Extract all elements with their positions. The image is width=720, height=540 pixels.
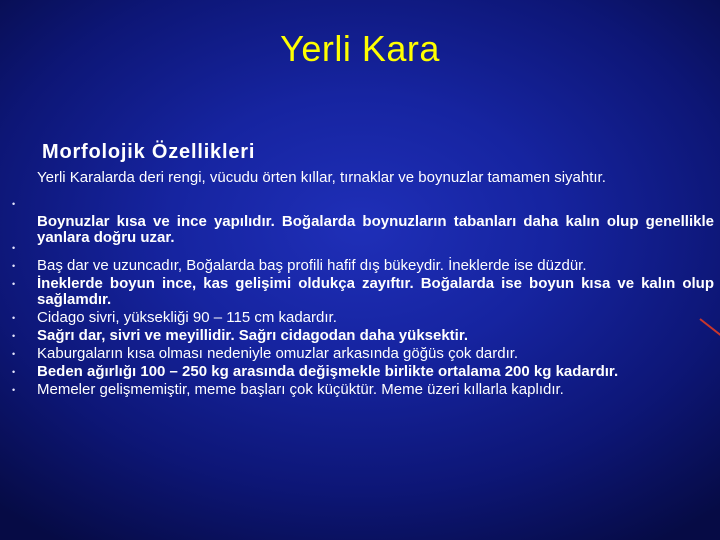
bullet-dot-icon: • bbox=[12, 243, 16, 253]
bullet-item bbox=[12, 276, 714, 308]
bullet-text: Cidago sivri, yüksekliği 90 – 115 cm kadardır. bbox=[37, 309, 337, 326]
bullet-text: Memeler gelişmemiştir, meme başları çok küçüktür. Meme üzeri kıllarla kaplıdır. bbox=[37, 381, 564, 398]
bullet-text: Kaburgaların kısa olması nedeniyle omuzlar arkasında göğüs çok dardır. bbox=[37, 345, 519, 362]
section-subtitle: Morfolojik Özellikleri bbox=[42, 141, 256, 163]
bullet-dot-icon: • bbox=[12, 261, 16, 271]
bullet-dot-icon: • bbox=[12, 385, 16, 395]
bullet-text: Boynuzlar kısa ve ince yapılıdır. Boğalarda boynuzların tabanları daha kalın olup genellikle yanlara doğru uzar. bbox=[37, 213, 714, 246]
bullet-dot-icon: • bbox=[12, 279, 16, 289]
bullet-text: Beden ağırlığı 100 – 250 kg arasında değişmekle birlikte ortalama 200 kg kadardır. bbox=[37, 363, 619, 380]
bullet-item bbox=[12, 258, 714, 274]
bullet-dot-icon: • bbox=[12, 331, 16, 341]
bullet-text: Baş dar ve uzuncadır, Boğalarda baş profili hafif dış bükeydir. İneklerde ise düzdür. bbox=[37, 257, 587, 274]
bullet-text: Yerli Karalarda deri rengi, vücudu örten kıllar, tırnaklar ve boynuzlar tamamen siyahtır. bbox=[37, 169, 606, 186]
bullet-item bbox=[12, 328, 714, 344]
bullet-dot-icon: • bbox=[12, 199, 16, 209]
bullet-list bbox=[12, 170, 714, 400]
bullet-text: İneklerde boyun ince, kas gelişimi oldukça zayıftır. Boğalarda ise boyun kısa ve kalın olup sağlamdır. bbox=[37, 275, 714, 308]
bullet-item bbox=[12, 214, 714, 256]
bullet-item bbox=[12, 170, 714, 212]
bullet-item bbox=[12, 310, 714, 326]
bullet-text: Sağrı dar, sivri ve meyillidir. Sağrı cidagodan daha yüksektir. bbox=[37, 327, 469, 344]
bullet-item bbox=[12, 382, 714, 398]
bullet-dot-icon: • bbox=[12, 349, 16, 359]
bullet-item bbox=[12, 364, 714, 380]
bullet-item bbox=[12, 346, 714, 362]
bullet-dot-icon: • bbox=[12, 367, 16, 377]
slide-title: Yerli Kara bbox=[280, 28, 440, 69]
bullet-dot-icon: • bbox=[12, 313, 16, 323]
